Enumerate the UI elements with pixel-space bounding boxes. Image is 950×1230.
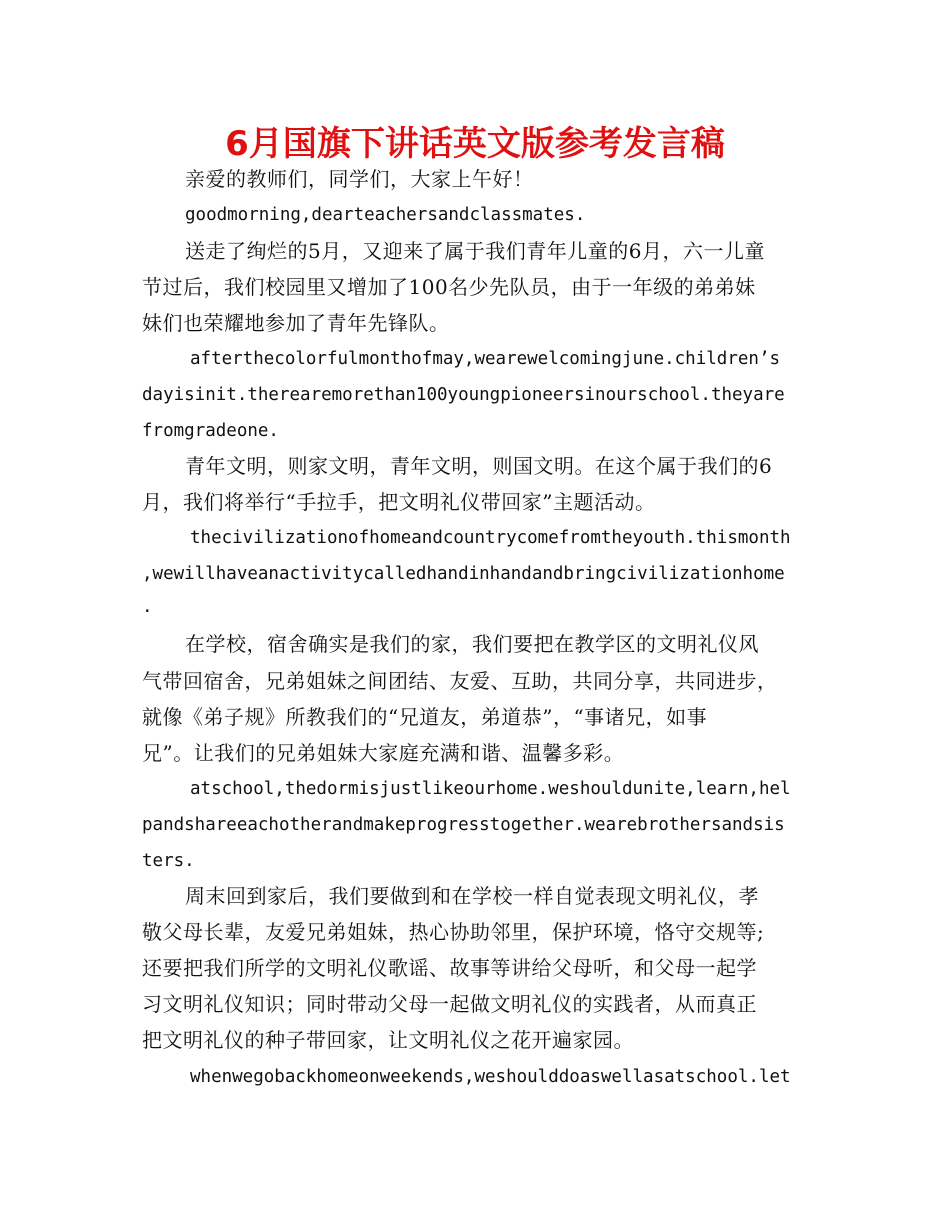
paragraph-2-en-line-1: thecivilizationofhomeandcountrycomefromtheyouth.thismonth — [190, 528, 791, 548]
document-title: 6月国旗下讲话英文版参考发言稿 — [225, 124, 725, 164]
paragraph-4-en-line-1: whenwegobackhomeonweekends,weshoulddoaswellasatschool.let — [190, 1067, 791, 1087]
paragraph-3-zh-line-2: 气带回宿舍，兄弟姐妹之间团结、友爱、互助，共同分享，共同进步， — [142, 669, 778, 693]
paragraph-3-zh-line-1: 在学校，宿舍确实是我们的家，我们要把在教学区的文明礼仪风 — [185, 632, 759, 656]
paragraph-4-zh-line-1: 周末回到家后，我们要做到和在学校一样自觉表现文明礼仪，孝 — [185, 884, 759, 908]
paragraph-2-zh-line-1: 青年文明，则家文明，青年文明，则国文明。在这个属于我们的6 — [185, 454, 773, 478]
paragraph-2-zh-line-2: 月，我们将举行“手拉手，把文明礼仪带回家”主题活动。 — [142, 490, 656, 514]
greeting-zh: 亲爱的教师们，同学们，大家上午好！ — [185, 167, 534, 191]
paragraph-1-en-line-1: afterthecolorfulmonthofmay,wearewelcomingjune.children’s — [190, 349, 781, 369]
paragraph-4-zh-line-4: 习文明礼仪知识；同时带动父母一起做文明礼仪的实践者，从而真正 — [142, 992, 757, 1016]
paragraph-1-zh-line-1: 送走了绚烂的5月，又迎来了属于我们青年儿童的6月，六一儿童 — [185, 239, 765, 263]
paragraph-4-zh-line-3: 还要把我们所学的文明礼仪歌谣、故事等讲给父母听，和父母一起学 — [142, 956, 757, 980]
paragraph-1-zh-line-3: 妹们也荣耀地参加了青年先锋队。 — [142, 311, 450, 335]
paragraph-3-en-line-1: atschool,thedormisjustlikeourhome.weshouldunite,learn,hel — [190, 779, 791, 799]
paragraph-3-en-line-2: pandshareeachotherandmakeprogresstogether.wearebrothersandsis — [142, 815, 785, 835]
paragraph-4-zh-line-5: 把文明礼仪的种子带回家，让文明礼仪之花开遍家园。 — [142, 1028, 634, 1052]
paragraph-1-en-line-2: dayisinit.therearemorethan100youngpioneersinourschool.theyare — [142, 385, 785, 405]
paragraph-4-zh-line-2: 敬父母长辈，友爱兄弟姐妹，热心协助邻里，保护环境，恪守交规等; — [142, 920, 765, 944]
paragraph-2-en-line-2: ,wewillhaveanactivitycalledhandinhandandbringcivilizationhome — [142, 564, 785, 584]
paragraph-3-zh-line-3: 就像《弟子规》所教我们的“兄道友，弟道恭”，“事诸兄，如事 — [142, 705, 708, 729]
paragraph-1-en-line-3: fromgradeone. — [142, 421, 279, 441]
greeting-en: goodmorning,dearteachersandclassmates. — [185, 205, 586, 225]
paragraph-3-zh-line-4: 兄”。让我们的兄弟姐妹大家庭充满和谐、温馨多彩。 — [142, 741, 625, 765]
paragraph-2-en-line-3: . — [142, 597, 153, 617]
paragraph-3-en-line-3: ters. — [142, 851, 195, 871]
paragraph-1-zh-line-2: 节过后，我们校园里又增加了100名少先队员，由于一年级的弟弟妹 — [142, 275, 756, 299]
